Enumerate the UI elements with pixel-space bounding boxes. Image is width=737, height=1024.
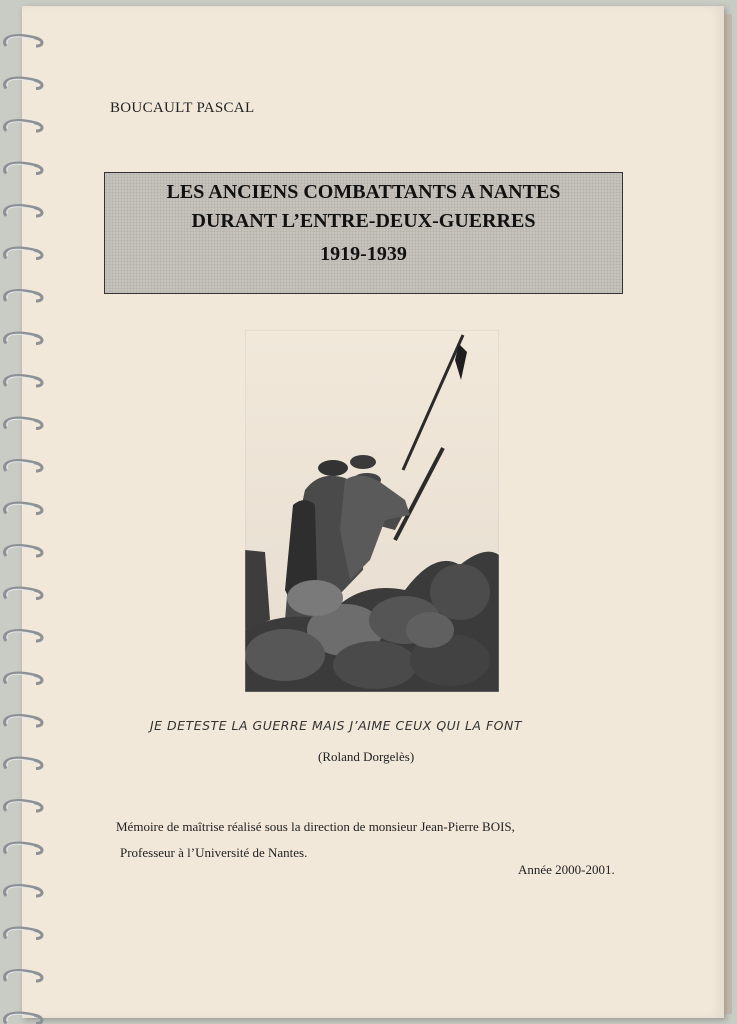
professeur-line: Professeur à l’Université de Nantes. — [120, 845, 308, 860]
spiral-coil-highlight — [7, 249, 34, 256]
spiral-coil-highlight — [7, 504, 34, 511]
spiral-binding — [0, 0, 50, 1024]
spiral-coil-highlight — [7, 929, 34, 936]
quote-author: (Roland Dorgelès) — [318, 749, 415, 764]
spiral-coil-highlight — [7, 717, 34, 724]
spiral-coil-highlight — [7, 632, 34, 639]
author-name: BOUCAULT PASCAL — [110, 100, 255, 116]
spiral-coil-highlight — [7, 589, 34, 596]
spiral-coil-highlight — [7, 802, 34, 809]
quote-text: JE DETESTE LA GUERRE MAIS J’AIME CEUX QUI LA FONT — [150, 718, 522, 733]
spiral-coil-highlight — [7, 37, 34, 44]
spiral-coil-highlight — [7, 377, 34, 384]
spiral-coil-highlight — [7, 122, 34, 129]
annee-line: Année 2000-2001. — [518, 862, 615, 877]
spiral-coil-highlight — [7, 207, 34, 214]
spiral-coil-highlight — [7, 674, 34, 681]
spiral-coil-highlight — [7, 844, 34, 851]
spiral-coil-highlight — [7, 334, 34, 341]
spiral-coil-highlight — [7, 759, 34, 766]
title-line-2: DURANT L’ENTRE-DEUX-GUERRES — [191, 210, 536, 232]
memoire-line: Mémoire de maîtrise réalisé sous la direction de monsieur Jean-Pierre BOIS, — [116, 819, 515, 834]
spiral-coil-highlight — [7, 547, 34, 554]
soldiers-photo — [245, 330, 499, 692]
title-years: 1919-1939 — [320, 243, 407, 265]
title-box — [104, 172, 623, 294]
spiral-coil-highlight — [7, 164, 34, 171]
spiral-coil-highlight — [7, 419, 34, 426]
spiral-coil-highlight — [7, 79, 34, 86]
spiral-coil-highlight — [7, 972, 34, 979]
spiral-coil-highlight — [7, 462, 34, 469]
title-line-1: LES ANCIENS COMBATTANTS A NANTES — [166, 181, 561, 203]
spiral-coil-highlight — [7, 1014, 34, 1021]
spiral-coil-highlight — [7, 292, 34, 299]
spiral-coil-highlight — [7, 887, 34, 894]
